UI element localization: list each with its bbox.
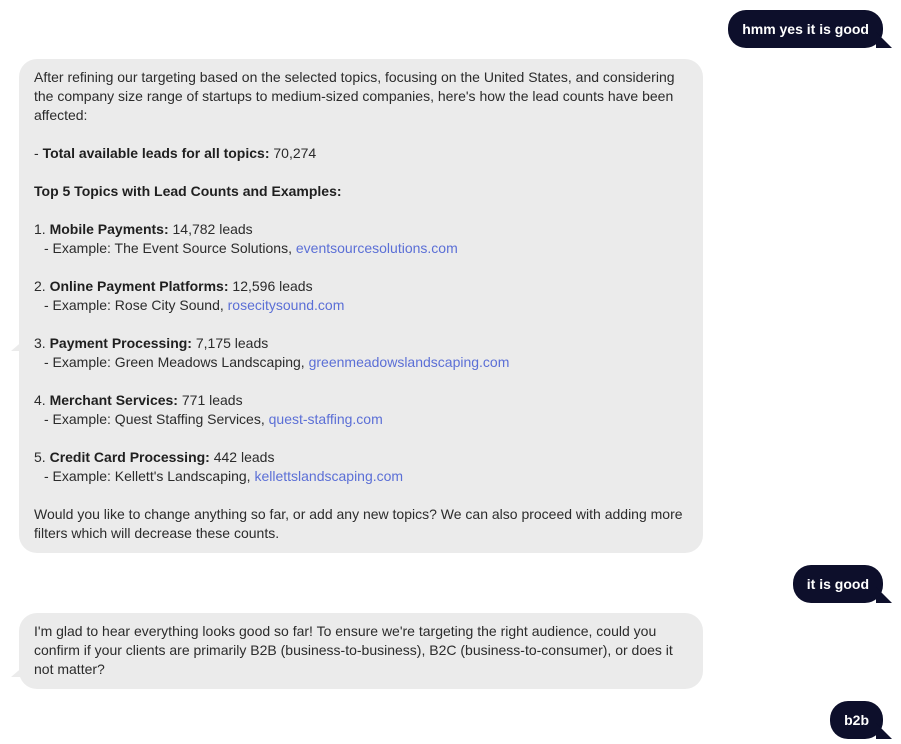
spacer xyxy=(34,315,688,334)
user-message xyxy=(793,565,883,603)
spacer xyxy=(34,429,688,448)
example-line xyxy=(34,467,688,486)
topic-number: 5. xyxy=(34,449,50,465)
user-message xyxy=(830,701,883,739)
user-message-text: it is good xyxy=(806,576,869,592)
topic-line xyxy=(34,220,688,239)
topic-name: Credit Card Processing: xyxy=(49,449,210,465)
topic-number: 3. xyxy=(34,335,50,351)
total-leads-value: 70,274 xyxy=(269,145,317,161)
example-link[interactable]: quest-staffing.com xyxy=(268,411,383,427)
total-leads-label: Total available leads for all topics: xyxy=(42,145,270,161)
example-text: - Example: The Event Source Solutions, xyxy=(44,240,296,256)
bubble-tail xyxy=(11,665,25,677)
example-line xyxy=(34,353,688,372)
topic-line xyxy=(34,448,688,467)
topic-count: 12,596 leads xyxy=(228,278,313,294)
topic-number: 2. xyxy=(34,278,50,294)
example-link[interactable]: eventsourcesolutions.com xyxy=(295,240,458,256)
spacer xyxy=(34,125,688,144)
user-message-text: hmm yes it is good xyxy=(742,21,869,37)
total-leads-line: - Total available leads for all topics: 70,274 xyxy=(34,145,317,161)
topic-count: 14,782 leads xyxy=(168,221,253,237)
closing-text: Would you like to change anything so far, or add any new topics? We can also proceed with adding more filters which will decrease these counts. xyxy=(34,506,687,541)
topic-name: Payment Processing: xyxy=(49,335,192,351)
user-message-text: b2b xyxy=(844,712,869,728)
top-topics-heading xyxy=(34,182,688,201)
topic-line xyxy=(34,334,688,353)
bubble-tail xyxy=(876,587,892,603)
topic-number: 4. xyxy=(34,392,50,408)
intro-text: After refining our targeting based on the selected topics, focusing on the United States, and considering the company size range of startups to medium-sized companies, here's how the lead counts have been affected: xyxy=(34,69,679,123)
topic-count: 442 leads xyxy=(209,449,275,465)
example-line xyxy=(34,296,688,315)
topic-line xyxy=(34,277,688,296)
top-topics-heading-text: Top 5 Topics with Lead Counts and Examples: xyxy=(34,183,342,199)
spacer xyxy=(34,163,688,182)
assistant-message xyxy=(19,613,703,689)
topic-name: Mobile Payments: xyxy=(49,221,169,237)
topic-count: 7,175 leads xyxy=(191,335,269,351)
example-text: - Example: Rose City Sound, xyxy=(44,297,228,313)
assistant-message xyxy=(19,59,703,553)
example-link[interactable]: rosecitysound.com xyxy=(227,297,345,313)
example-text: - Example: Quest Staffing Services, xyxy=(44,411,269,427)
spacer xyxy=(34,201,688,220)
bubble-tail xyxy=(876,32,892,48)
spacer xyxy=(34,258,688,277)
topic-name: Merchant Services: xyxy=(49,392,178,408)
assistant-message-text: I'm glad to hear everything looks good so far! To ensure we're targeting the right audience, could you confirm if your clients are primarily B2B (business-to-business), B2C (business-to-consumer), or does it not matter? xyxy=(34,623,677,677)
example-text: - Example: Kellett's Landscaping, xyxy=(44,468,255,484)
spacer xyxy=(34,486,688,505)
example-link[interactable]: kellettslandscaping.com xyxy=(254,468,404,484)
topic-line xyxy=(34,391,688,410)
example-line xyxy=(34,410,688,429)
spacer xyxy=(34,372,688,391)
example-text: - Example: Green Meadows Landscaping, xyxy=(44,354,309,370)
topic-number: 1. xyxy=(34,221,50,237)
bubble-tail xyxy=(11,339,25,351)
example-link[interactable]: greenmeadowslandscaping.com xyxy=(308,354,510,370)
topic-count: 771 leads xyxy=(177,392,243,408)
bubble-tail xyxy=(876,723,892,739)
user-message xyxy=(728,10,883,48)
example-line xyxy=(34,239,688,258)
topic-name: Online Payment Platforms: xyxy=(49,278,229,294)
